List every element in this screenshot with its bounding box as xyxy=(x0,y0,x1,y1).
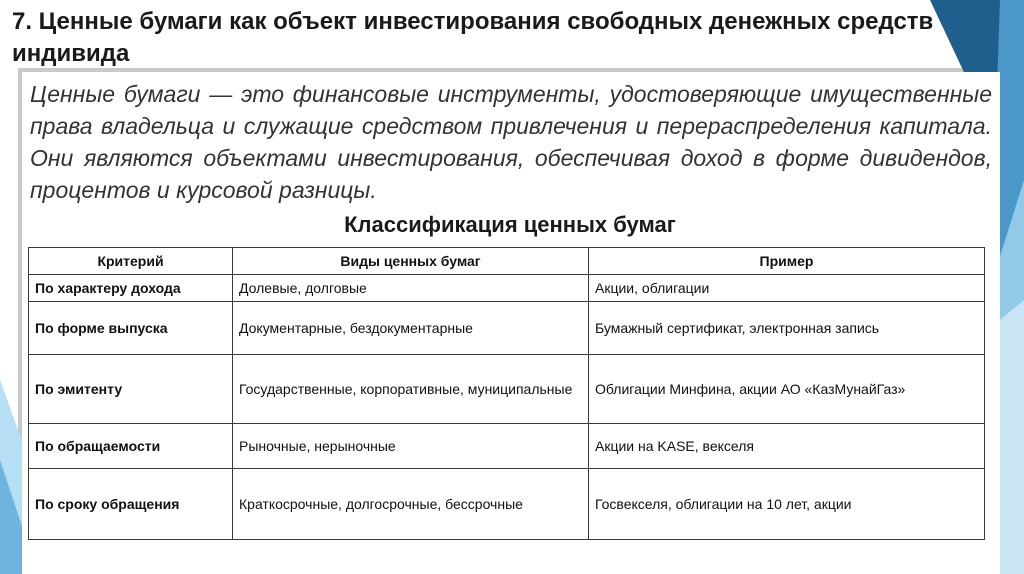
slide-title: 7. Ценные бумаги как объект инвестирования свободных денежных средств индивида xyxy=(12,8,934,67)
classification-table xyxy=(28,247,985,540)
cell-types: Краткосрочные, долгосрочные, бессрочные xyxy=(233,469,589,540)
cell-types: Государственные, корпоративные, муниципальные xyxy=(233,355,589,424)
cell-types: Рыночные, нерыночные xyxy=(233,424,589,469)
cell-types: Документарные, бездокументарные xyxy=(233,302,589,355)
cell-example: Госвекселя, облигации на 10 лет, акции xyxy=(589,469,985,540)
cell-criterion: По сроку обращения xyxy=(29,469,233,540)
cell-types: Долевые, долговые xyxy=(233,275,589,302)
table-row xyxy=(29,355,985,424)
header-example: Пример xyxy=(589,248,985,275)
table-row xyxy=(29,424,985,469)
table-row xyxy=(29,302,985,355)
cell-example: Акции, облигации xyxy=(589,275,985,302)
cell-criterion: По обращаемости xyxy=(29,424,233,469)
header-types: Виды ценных бумаг xyxy=(233,248,589,275)
definition-paragraph: Ценные бумаги — это финансовые инструменты, удостоверяющие имущественные права владельца и служащие средством привлечения и перераспределения капитала. Они являются объектами инвестирования, обеспечивая доход в форме дивидендов, процентов и курсовой разницы. xyxy=(30,81,992,203)
cell-example: Бумажный сертификат, электронная запись xyxy=(589,302,985,355)
cell-criterion: По форме выпуска xyxy=(29,302,233,355)
table-row xyxy=(29,469,985,540)
cell-criterion: По характеру дохода xyxy=(29,275,233,302)
table-row xyxy=(29,275,985,302)
table-title: Классификация ценных бумаг xyxy=(344,212,676,237)
cell-example: Облигации Минфина, акции АО «КазМунайГаз» xyxy=(589,355,985,424)
cell-example: Акции на KASE, векселя xyxy=(589,424,985,469)
table-header-row xyxy=(29,248,985,275)
header-criterion: Критерий xyxy=(29,248,233,275)
cell-criterion: По эмитенту xyxy=(29,355,233,424)
